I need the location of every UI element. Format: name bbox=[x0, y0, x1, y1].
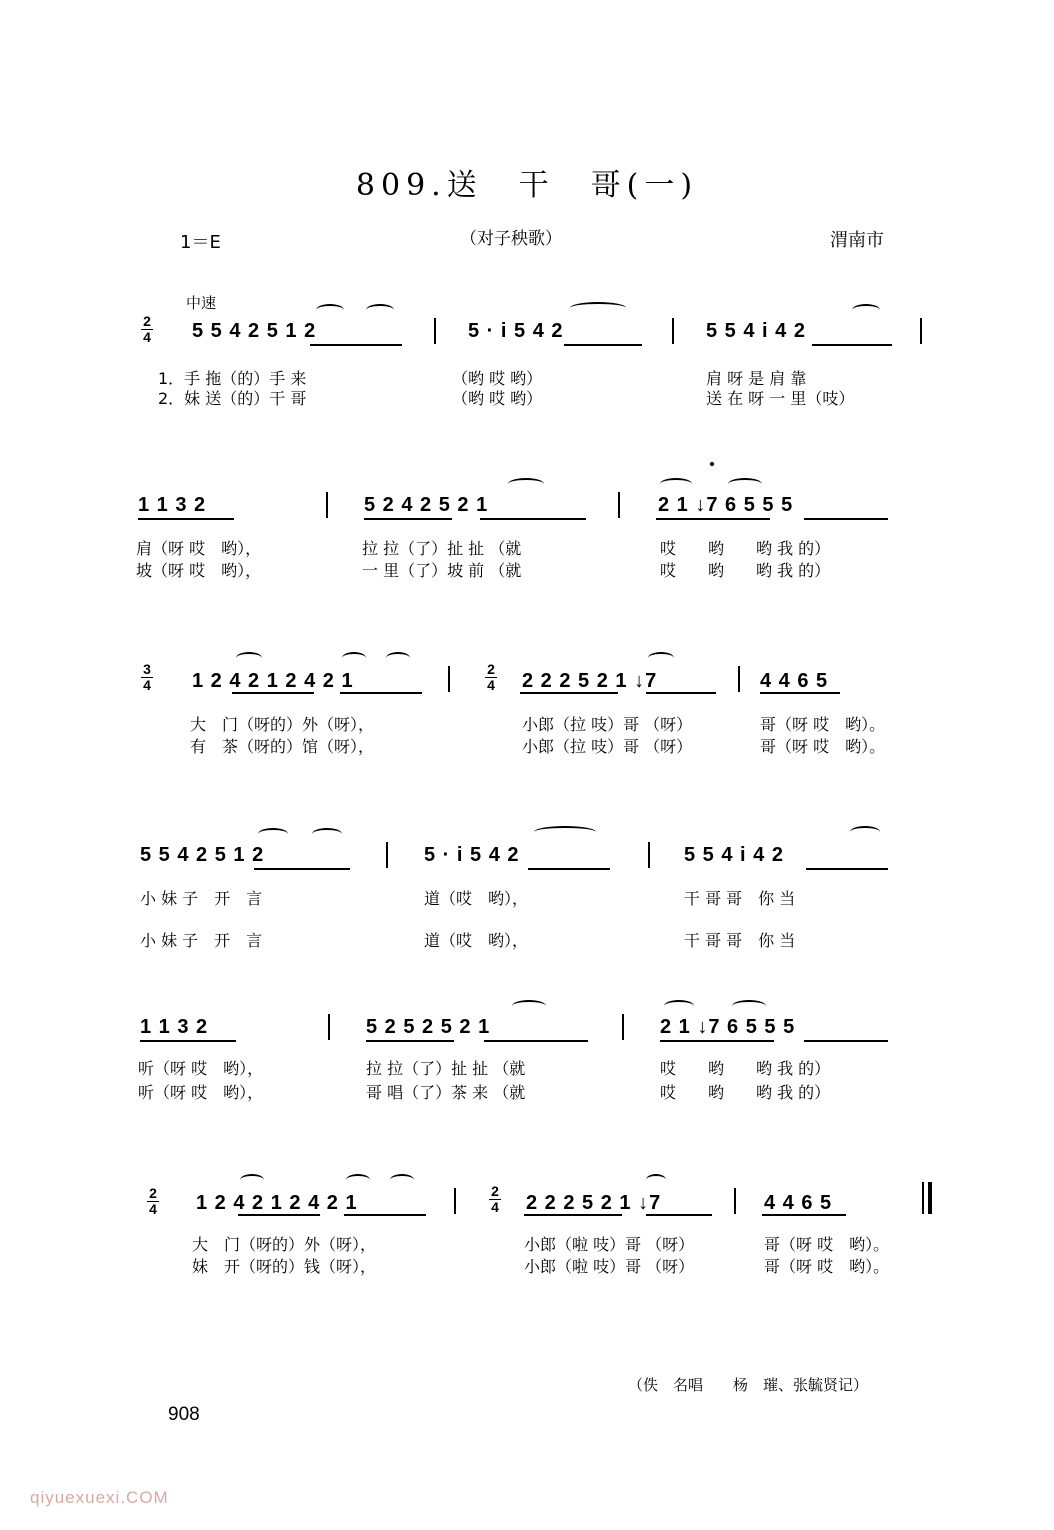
measure-notes: 4 4 6 5 bbox=[760, 670, 829, 692]
lyric-line: 送 在 呀 一 里（吱） bbox=[706, 389, 855, 408]
slur bbox=[732, 1000, 766, 1012]
lyric-line: 哎 哟 哟 我 的） bbox=[660, 1083, 831, 1102]
beam-line bbox=[806, 868, 888, 870]
slur bbox=[386, 652, 410, 664]
beam-line bbox=[660, 1040, 774, 1042]
lyric-line: 小 妹 子 开 言 bbox=[140, 931, 263, 950]
page-number: 908 bbox=[168, 1404, 200, 1425]
beam-line bbox=[310, 344, 402, 346]
slur bbox=[534, 826, 596, 838]
beam-line bbox=[484, 1040, 588, 1042]
bar-line bbox=[328, 1014, 330, 1040]
lyric-line: 1．手 拖（的）手 来 bbox=[158, 369, 307, 388]
bar-line bbox=[734, 1188, 736, 1214]
measure-notes: 1 2 4 2 1 2 4 2 1 bbox=[192, 670, 354, 692]
lyric-line: 哎 哟 哟 我 的） bbox=[660, 539, 831, 558]
beam-line bbox=[232, 692, 314, 694]
beam-line bbox=[646, 692, 716, 694]
measure-notes: 2 2 2 5 2 1 ↓7 bbox=[522, 670, 658, 692]
song-title: 809.送 干 哥(一) bbox=[355, 168, 699, 203]
lyric-line: 听（呀 哎 哟）， bbox=[138, 1083, 264, 1102]
beam-line bbox=[804, 518, 888, 520]
slur bbox=[508, 478, 544, 490]
beam-line bbox=[656, 518, 770, 520]
beam-line bbox=[254, 868, 350, 870]
measure-notes: 2 1 ↓7 6 5 5 5 bbox=[658, 494, 794, 516]
lyric-line: 妹 开（呀的）钱（呀）， bbox=[192, 1257, 377, 1276]
bar-line bbox=[648, 842, 650, 868]
lyric-line: 小郎（啦 吱）哥 （呀） bbox=[524, 1235, 695, 1254]
slur bbox=[346, 1174, 370, 1186]
bar-line bbox=[672, 318, 674, 344]
beam-line bbox=[564, 344, 642, 346]
final-bar-line-thick bbox=[928, 1182, 932, 1214]
bar-line bbox=[618, 492, 620, 518]
time-signature: 2 4 bbox=[488, 1184, 502, 1215]
measure-notes: 5 2 5 2 5 2 1 bbox=[366, 1016, 491, 1038]
bar-line bbox=[738, 666, 740, 692]
genre-label: （对子秧歌） bbox=[460, 229, 562, 249]
lyric-line: （哟 哎 哟） bbox=[452, 389, 543, 408]
measure-notes: 4 4 6 5 bbox=[764, 1192, 833, 1214]
final-bar-line-thin bbox=[922, 1182, 924, 1214]
measure-notes: 5 5 4 i 4 2 bbox=[706, 320, 806, 342]
slur bbox=[648, 652, 674, 664]
beam-line bbox=[812, 344, 892, 346]
slur bbox=[850, 826, 880, 838]
measure-notes: 5 5 4 i 4 2 bbox=[684, 844, 784, 866]
beam-line bbox=[340, 692, 422, 694]
lyric-line: 哎 哟 哟 我 的） bbox=[660, 1059, 831, 1078]
slur bbox=[390, 1174, 414, 1186]
credit-line: （佚 名唱 杨 璀、张毓贤记） bbox=[628, 1376, 869, 1394]
slur bbox=[728, 478, 762, 490]
beam-line bbox=[646, 1214, 712, 1216]
beam-line bbox=[520, 692, 618, 694]
lyric-line: 拉 拉（了）扯 扯 （就 bbox=[366, 1059, 526, 1078]
beam-line bbox=[366, 1040, 454, 1042]
beam-line bbox=[528, 868, 610, 870]
measure-notes: 5 5 4 2 5 1 2 bbox=[192, 320, 317, 342]
slur bbox=[366, 304, 394, 316]
bar-line bbox=[622, 1014, 624, 1040]
beam-line bbox=[140, 1040, 236, 1042]
slur bbox=[316, 304, 344, 316]
lyric-line: 哥（呀 哎 哟）。 bbox=[764, 1235, 890, 1254]
lyric-line: 哥（呀 哎 哟）。 bbox=[760, 737, 886, 756]
beam-line bbox=[238, 1214, 320, 1216]
measure-notes: 5 · i 5 4 2 bbox=[424, 844, 520, 866]
bar-line bbox=[920, 318, 922, 344]
beam-line bbox=[524, 1214, 622, 1216]
slur bbox=[236, 652, 262, 664]
lyric-line: 2．妹 送（的）干 哥 bbox=[158, 389, 307, 408]
slur bbox=[512, 1000, 546, 1012]
slur bbox=[664, 1000, 694, 1012]
key-signature: 1＝E bbox=[180, 232, 221, 253]
measure-notes: 1 1 3 2 bbox=[140, 1016, 209, 1038]
bar-line bbox=[448, 666, 450, 692]
lyric-line: 一 里（了）坡 前 （就 bbox=[362, 561, 522, 580]
beam-line bbox=[344, 1214, 426, 1216]
site-watermark: qiyuexuexi.COM bbox=[30, 1488, 169, 1507]
beam-line bbox=[762, 1214, 846, 1216]
measure-notes: 2 2 2 5 2 1 ↓7 bbox=[526, 1192, 662, 1214]
region-label: 渭南市 bbox=[830, 230, 884, 251]
lyric-line: 干 哥 哥 你 当 bbox=[684, 889, 796, 908]
lyric-line: 坡（呀 哎 哟）， bbox=[136, 561, 262, 580]
measure-notes: 1 1 3 2 bbox=[138, 494, 207, 516]
measure-notes: 2 1 ↓7 6 5 5 5 bbox=[660, 1016, 796, 1038]
bar-line bbox=[454, 1188, 456, 1214]
lyric-line: 大 门（呀的）外（呀）， bbox=[190, 715, 375, 734]
measure-notes: 5 5 4 2 5 1 2 bbox=[140, 844, 265, 866]
bar-line bbox=[386, 842, 388, 868]
lyric-line: 小郎（拉 吱）哥 （呀） bbox=[522, 737, 693, 756]
time-signature: 2 4 bbox=[484, 662, 498, 693]
beam-line bbox=[480, 518, 586, 520]
beam-line bbox=[804, 1040, 888, 1042]
lyric-line: 哥（呀 哎 哟）。 bbox=[764, 1257, 890, 1276]
measure-notes: 5 · i 5 4 2 bbox=[468, 320, 564, 342]
slur bbox=[852, 304, 880, 316]
slur bbox=[240, 1174, 264, 1186]
measure-notes: 1 2 4 2 1 2 4 2 1 bbox=[196, 1192, 358, 1214]
measure-notes: 5 2 4 2 5 2 1 bbox=[364, 494, 489, 516]
time-signature: 2 4 bbox=[140, 314, 154, 345]
slur bbox=[660, 478, 692, 490]
lyric-line: 道（哎 哟）， bbox=[424, 889, 529, 908]
slur bbox=[258, 828, 288, 840]
lyric-line: 小 妹 子 开 言 bbox=[140, 889, 263, 908]
lyric-line: 肩（呀 哎 哟）， bbox=[136, 539, 262, 558]
bar-line bbox=[326, 492, 328, 518]
beam-line bbox=[364, 518, 452, 520]
lyric-line: 干 哥 哥 你 当 bbox=[684, 931, 796, 950]
lyric-line: 大 门（呀的）外（呀）， bbox=[192, 1235, 377, 1254]
lyric-line: 有 茶（呀的）馆（呀）， bbox=[190, 737, 375, 756]
lyric-line: 哥（呀 哎 哟）。 bbox=[760, 715, 886, 734]
slur bbox=[570, 302, 626, 314]
tempo-marking: 中速 bbox=[186, 294, 217, 312]
slur bbox=[312, 828, 342, 840]
lyric-line: 拉 拉（了）扯 扯 （就 bbox=[362, 539, 522, 558]
beam-line bbox=[760, 692, 840, 694]
lyric-line: 哎 哟 哟 我 的） bbox=[660, 561, 831, 580]
lyric-line: 小郎（拉 吱）哥 （呀） bbox=[522, 715, 693, 734]
lyric-line: 肩 呀 是 肩 靠 bbox=[706, 369, 807, 388]
lyric-line: 道（哎 哟）， bbox=[424, 931, 529, 950]
bar-line bbox=[434, 318, 436, 344]
lyric-line: 小郎（啦 吱）哥 （呀） bbox=[524, 1257, 695, 1276]
lyric-line: 哥 唱（了）茶 来 （就 bbox=[366, 1083, 526, 1102]
lyric-line: （哟 哎 哟） bbox=[452, 369, 543, 388]
slur bbox=[646, 1174, 666, 1186]
octave-dot bbox=[710, 462, 714, 466]
time-signature: 3 4 bbox=[140, 662, 154, 693]
lyric-line: 听（呀 哎 哟）， bbox=[138, 1059, 264, 1078]
slur bbox=[342, 652, 366, 664]
beam-line bbox=[138, 518, 234, 520]
time-signature: 2 4 bbox=[146, 1186, 160, 1217]
